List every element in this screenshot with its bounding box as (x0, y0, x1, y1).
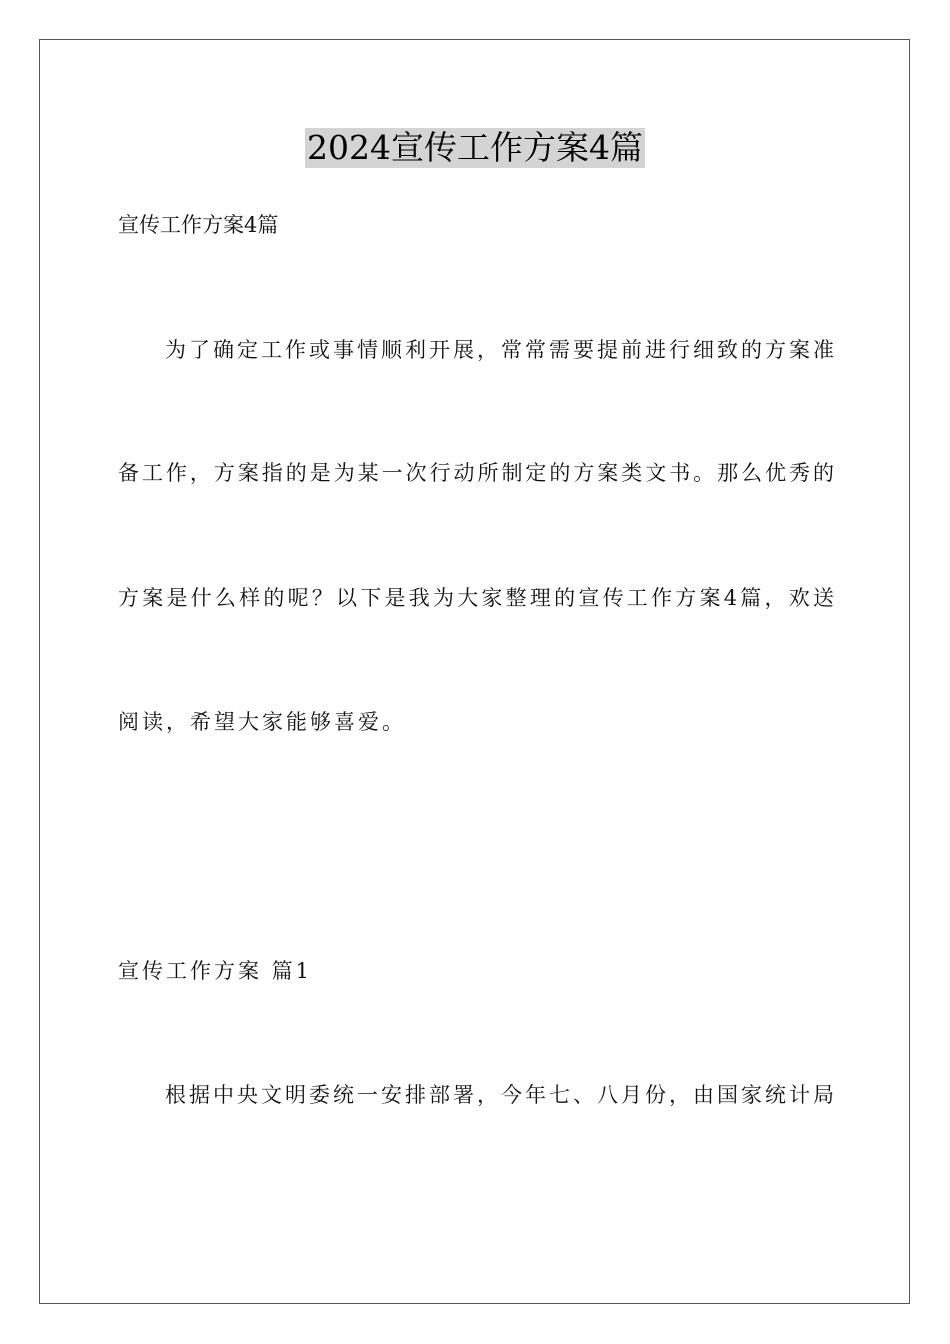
intro-line-4: 阅读，希望大家能够喜爱。 (118, 710, 406, 734)
title-container (0, 128, 950, 168)
document-subtitle: 宣传工作方案4篇 (118, 213, 279, 237)
intro-line-1: 为了确定工作或事情顺利开展，常常需要提前进行细致的方案准 (165, 338, 834, 362)
section-1-line-1: 根据中央文明委统一安排部署，今年七、八月份，由国家统计局 (165, 1083, 834, 1107)
section-1-heading: 宣传工作方案 篇1 (118, 959, 313, 983)
document-title: 2024宣传工作方案4篇 (307, 128, 643, 167)
intro-line-3: 方案是什么样的呢？以下是我为大家整理的宣传工作方案4篇，欢送 (118, 586, 834, 610)
intro-line-2: 备工作，方案指的是为某一次行动所制定的方案类文书。那么优秀的 (118, 461, 834, 485)
